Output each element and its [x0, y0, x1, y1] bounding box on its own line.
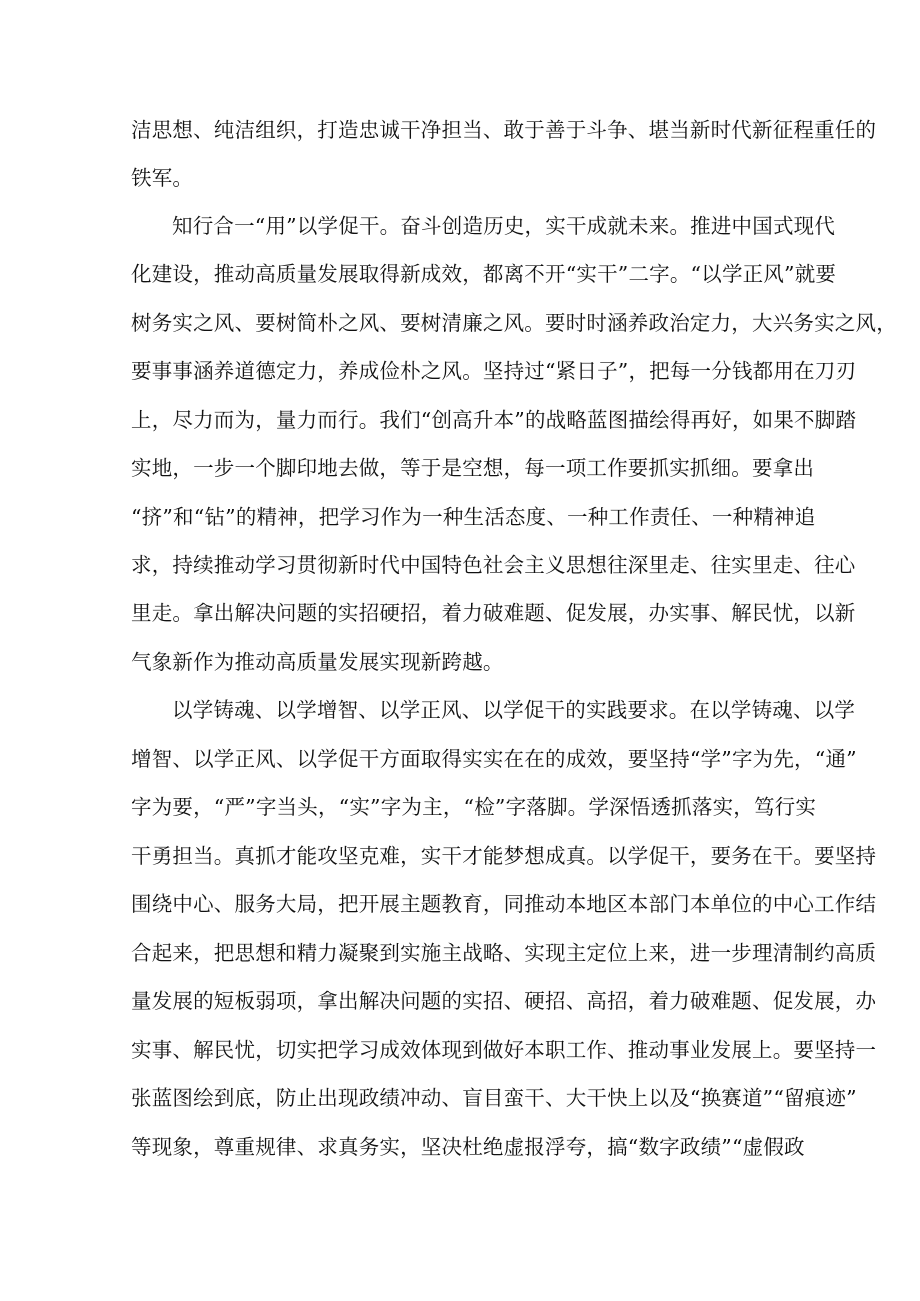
text-line: 里走。拿出解决问题的实招硬招，着力破难题、促发展，办实事、解民忧，以新: [131, 601, 856, 625]
text-line: 等现象，尊重规律、求真务实，坚决杜绝虚报浮夸，搞“数字政绩”“虚假政: [131, 1135, 805, 1159]
text-line: 围绕中心、服务大局，把开展主题教育，同推动本地区本部门本单位的中心工作结: [131, 892, 877, 916]
text-line: 化建设，推动高质量发展取得新成效，都离不开“实干”二字。“以学正风”就要: [131, 262, 837, 286]
text-line: 增智、以学正风、以学促干方面取得实实在在的成效，要坚持“学”字为先，“通”: [131, 747, 857, 771]
text-line: 干勇担当。真抓才能攻坚克难，实干才能梦想成真。以学促干，要务在干。要坚持: [131, 844, 877, 868]
paragraph-start-line: 以学铸魂、以学增智、以学正风、以学促干的实践要求。在以学铸魂、以学: [172, 698, 856, 722]
text-line: “挤”和“钻”的精神，把学习作为一种生活态度、一种工作责任、一种精神追: [131, 505, 816, 529]
text-line: 上，尽力而为，量力而行。我们“创高升本”的战略蓝图描绘得再好，如果不脚踏: [131, 408, 857, 432]
text-line: 要事事涵养道德定力，养成俭朴之风。坚持过“紧日子”，把每一分钱都用在刀刃: [131, 359, 857, 383]
paragraph-start-line: 知行合一“用”以学促干。奋斗创造历史，实干成就未来。推进中国式现代: [172, 214, 836, 238]
text-line: 字为要，“严”字当头，“实”字为主，“检”字落脚。学深悟透抓落实，笃行实: [131, 795, 817, 819]
text-line: 气象新作为推动高质量发展实现新跨越。: [131, 650, 504, 674]
text-line: 铁军。: [131, 166, 194, 190]
text-line: 实事、解民忧，切实把学习成效体现到做好本职工作、推动事业发展上。要坚持一: [131, 1038, 877, 1062]
text-line: 树务实之风、要树简朴之风、要树清廉之风。要时时涵养政治定力，大兴务实之风，: [131, 311, 897, 335]
text-line: 洁思想、纯洁组织，打造忠诚干净担当、敢于善于斗争、堪当新时代新征程重任的: [131, 118, 877, 142]
text-line: 求，持续推动学习贯彻新时代中国特色社会主义思想往深里走、往实里走、往心: [131, 553, 856, 577]
text-line: 合起来，把思想和精力凝聚到实施主战略、实现主定位上来，进一步理清制约高质: [131, 941, 877, 965]
text-line: 实地，一步一个脚印地去做，等于是空想，每一项工作要抓实抓细。要拿出: [131, 456, 815, 480]
text-line: 张蓝图绘到底，防止出现政绩冲动、盲目蛮干、大干快上以及“换赛道”“留痕迹”: [131, 1086, 857, 1110]
text-line: 量发展的短板弱项，拿出解决问题的实招、硬招、高招，着力破难题、促发展，办: [131, 989, 877, 1013]
